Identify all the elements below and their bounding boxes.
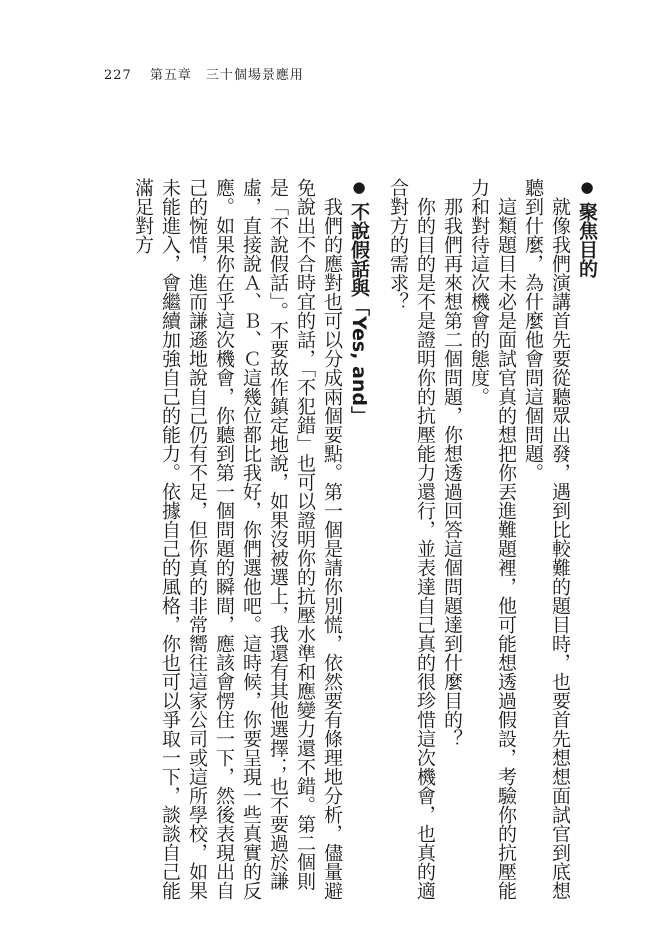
chapter-title: 第五章 三十個場景應用 [149, 68, 304, 83]
section-heading-focus [573, 178, 600, 908]
paragraph: 就像我們演講首先要從聽眾出發，遇到比較難的題目時，也要首先想想面試官到底想聽到什麼，為什麼他會問這個問題。 [522, 178, 571, 900]
paragraph: 你的目的是不是證明你的抗壓能力還行，並表達自己真的很珍惜這次機會，也真的適合對方的需求？ [387, 178, 436, 900]
paragraph: 我們的應對也可以分成兩個要點。第一個是請你別慌，依然要有條理地分析，儘量避免說出不合時宜的話，「不犯錯」也可以證明你的抗壓水準和應變力還不錯。第二個則是「不說假話」。不要故作鎮定地說，如果沒被選上，我還有其他選擇；也不要過於謙虛，直接說Ａ、Ｂ、Ｃ這幾位都比我好，你們選他吧。這時候，你要呈現一些真實的反應。如果你在乎這次機會，你聽到第一個問題的瞬間，應該會愣住一下，然後表現出自己的惋惜，進而謙遜地說自己仍有不足，但你真的非常嚮往這家公司或這所學校，如果未能進入，會繼續加強自己的能力。依據自己的風格，你也可以爭取一下，談談自己能滿足對方 [132, 178, 343, 900]
section-heading-no-lies [345, 178, 372, 908]
section-title: 聚焦目的 [576, 202, 598, 278]
bullet-icon: ● [350, 178, 368, 196]
running-header [104, 64, 304, 83]
paragraph: 這類題目未必是面試官真的想把你丟進難題裡，他可能想透過假設，考驗你的抗壓能力和對待這次機會的態度。 [468, 178, 517, 900]
page-body [80, 178, 600, 908]
section-title: 不說假話與「Yes, and」 [348, 202, 370, 425]
paragraph: 那我們再來想第二個問題，你想透過回答這個問題達到什麼目的？ [441, 197, 463, 748]
bullet-icon: ● [578, 178, 596, 196]
page-number: 227 [104, 68, 132, 83]
